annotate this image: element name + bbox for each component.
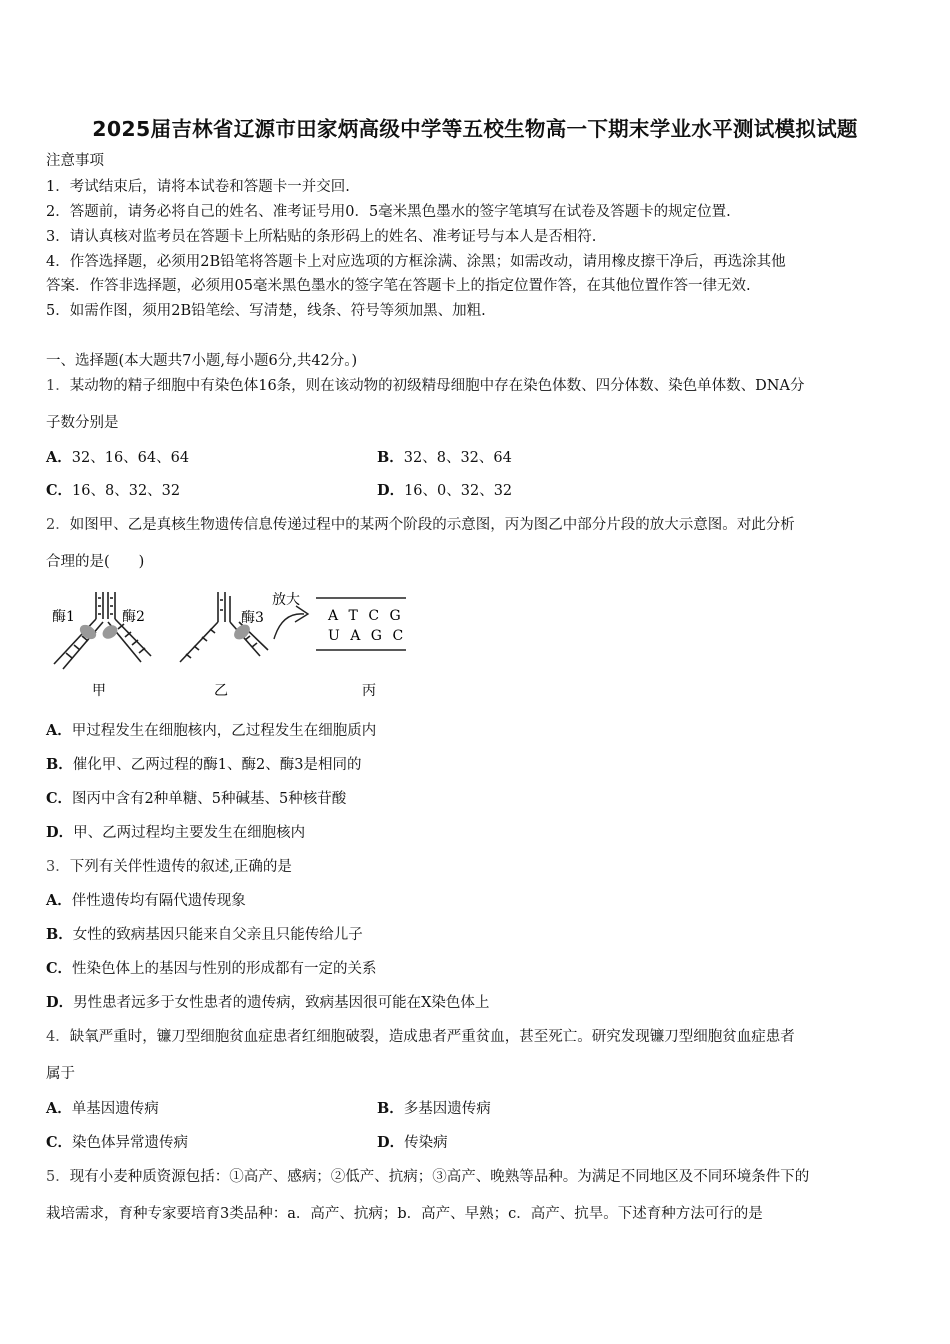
option-letter: C． — [46, 482, 73, 499]
option-text: 多基因遗传病 — [403, 1101, 491, 1117]
option-text: 性染色体上的基因与性别的形成都有一定的关系 — [72, 961, 377, 977]
label-zoom: 放大 — [272, 592, 300, 608]
q4-option-d[interactable] — [377, 1133, 448, 1153]
option-letter: D． — [377, 482, 405, 499]
label-bing: 丙 — [362, 683, 376, 699]
option-text: 图丙中含有2种单糖、5种碱基、5种核苷酸 — [72, 791, 347, 807]
figure-svg — [46, 584, 426, 704]
option-letter: B． — [377, 1100, 404, 1117]
option-letter: A． — [46, 449, 72, 466]
dna-replication-figure — [46, 584, 426, 704]
option-text: 甲过程发生在细胞核内，乙过程发生在细胞质内 — [71, 723, 377, 739]
option-text: 32、16、64、64 — [71, 450, 190, 466]
option-text: 伴性遗传均有隔代遗传现象 — [71, 893, 246, 909]
option-text: 男性患者远多于女性患者的遗传病，致病基因很可能在X染色体上 — [73, 995, 490, 1011]
question-text: 某动物的精子细胞中有染色体16条，则在该动物的初级精母细胞中存在染色体数、四分体数、染色单体数、DNA分 — [69, 378, 805, 394]
q3-option-c[interactable] — [46, 959, 377, 979]
option-letter: D． — [46, 824, 74, 841]
question-2 — [46, 515, 795, 535]
q3-option-a[interactable] — [46, 891, 246, 911]
question-5-cont: 栽培需求，育种专家要培育3类品种：a．高产、抗病；b．高产、早熟；c．高产、抗旱。下述育种方法可行的是 — [46, 1206, 763, 1222]
q1-option-b[interactable] — [377, 448, 512, 468]
question-number: 2． — [46, 517, 70, 533]
question-number: 4． — [46, 1029, 70, 1045]
option-text: 单基因遗传病 — [71, 1101, 159, 1117]
notice-item: 2．答题前，请务必将自己的姓名、准考证号用0．5毫米黑色墨水的签字笔填写在试卷及答题卡的规定位置. — [46, 204, 731, 220]
notice-item: 3．请认真核对监考员在答题卡上所粘贴的条形码上的姓名、准考证号与本人是否相符. — [46, 229, 597, 245]
option-letter: B． — [377, 449, 404, 466]
question-1 — [46, 376, 804, 396]
notice-item: 答案．作答非选择题，必须用05毫米黑色墨水的签字笔在答题卡上的指定位置作答，在其他位置作答一律无效. — [46, 278, 751, 294]
notice-item: 5．如需作图，须用2B铅笔绘、写清楚，线条、符号等须加黑、加粗. — [46, 303, 486, 319]
section-heading: 一、选择题(本大题共7小题,每小题6分,共42分。) — [46, 353, 358, 369]
question-number: 3． — [46, 859, 70, 875]
notice-item: 1．考试结束后，请将本试卷和答题卡一并交回. — [46, 179, 350, 195]
option-letter: D． — [46, 994, 74, 1011]
question-text: 缺氧严重时，镰刀型细胞贫血症患者红细胞破裂，造成患者严重贫血，甚至死亡。研究发现镰刀型细胞贫血症患者 — [69, 1029, 795, 1045]
question-text: 现有小麦种质资源包括：①高产、感病；②低产、抗病；③高产、晚熟等品种。为满足不同地区及不同环境条件下的 — [69, 1169, 810, 1185]
q3-option-d[interactable] — [46, 993, 489, 1013]
label-enzyme3: 酶3 — [241, 610, 264, 626]
option-letter: A． — [46, 1100, 72, 1117]
question-2-cont: 合理的是( ) — [46, 554, 145, 570]
q2-option-b[interactable] — [46, 755, 361, 775]
option-text: 传染病 — [404, 1135, 448, 1151]
option-text: 染色体异常遗传病 — [72, 1135, 189, 1151]
label-enzyme2: 酶2 — [122, 609, 145, 625]
question-4 — [46, 1027, 795, 1047]
option-letter: A． — [46, 892, 72, 909]
question-number: 1． — [46, 378, 70, 394]
option-text: 16、0、32、32 — [404, 483, 513, 499]
option-text: 16、8、32、32 — [72, 483, 181, 499]
question-1-cont: 子数分别是 — [46, 415, 119, 431]
label-yi: 乙 — [214, 683, 228, 699]
question-4-cont: 属于 — [46, 1066, 75, 1082]
label-enzyme1: 酶1 — [52, 609, 75, 625]
label-bottom-bases: U A G C — [328, 628, 407, 644]
label-jia: 甲 — [92, 683, 106, 699]
option-letter: C． — [46, 790, 73, 807]
page-title: 2025届吉林省辽源市田家炳高级中学等五校生物高一下期末学业水平测试模拟试题 — [92, 117, 858, 141]
question-3 — [46, 857, 292, 877]
option-letter: C． — [46, 960, 73, 977]
option-text: 催化甲、乙两过程的酶1、酶2、酶3是相同的 — [72, 757, 362, 773]
q2-option-d[interactable] — [46, 823, 305, 843]
option-letter: A． — [46, 722, 72, 739]
notice-heading: 注意事项 — [46, 153, 104, 169]
question-5 — [46, 1167, 809, 1187]
option-text: 32、8、32、64 — [403, 450, 512, 466]
question-text: 如图甲、乙是真核生物遗传信息传递过程中的某两个阶段的示意图，丙为图乙中部分片段的放大示意图。对此分析 — [69, 517, 795, 533]
option-letter: B． — [46, 756, 73, 773]
q1-option-d[interactable] — [377, 481, 512, 501]
option-text: 女性的致病基因只能来自父亲且只能传给儿子 — [72, 927, 363, 943]
q3-option-b[interactable] — [46, 925, 363, 945]
q2-option-a[interactable] — [46, 721, 376, 741]
option-text: 甲、乙两过程均主要发生在细胞核内 — [73, 825, 306, 841]
question-text: 下列有关伴性遗传的叙述,正确的是 — [69, 859, 292, 875]
question-number: 5． — [46, 1169, 70, 1185]
option-letter: B． — [46, 926, 73, 943]
q4-option-b[interactable] — [377, 1099, 491, 1119]
q4-option-a[interactable] — [46, 1099, 159, 1119]
label-top-bases: A T C G — [328, 608, 404, 624]
q2-option-c[interactable] — [46, 789, 346, 809]
option-letter: D． — [377, 1134, 405, 1151]
q1-option-a[interactable] — [46, 448, 189, 468]
option-letter: C． — [46, 1134, 73, 1151]
q1-option-c[interactable] — [46, 481, 180, 501]
notice-item: 4．作答选择题，必须用2B铅笔将答题卡上对应选项的方框涂满、涂黑；如需改动，请用橡皮擦干净后，再选涂其他 — [46, 254, 786, 270]
q4-option-c[interactable] — [46, 1133, 188, 1153]
